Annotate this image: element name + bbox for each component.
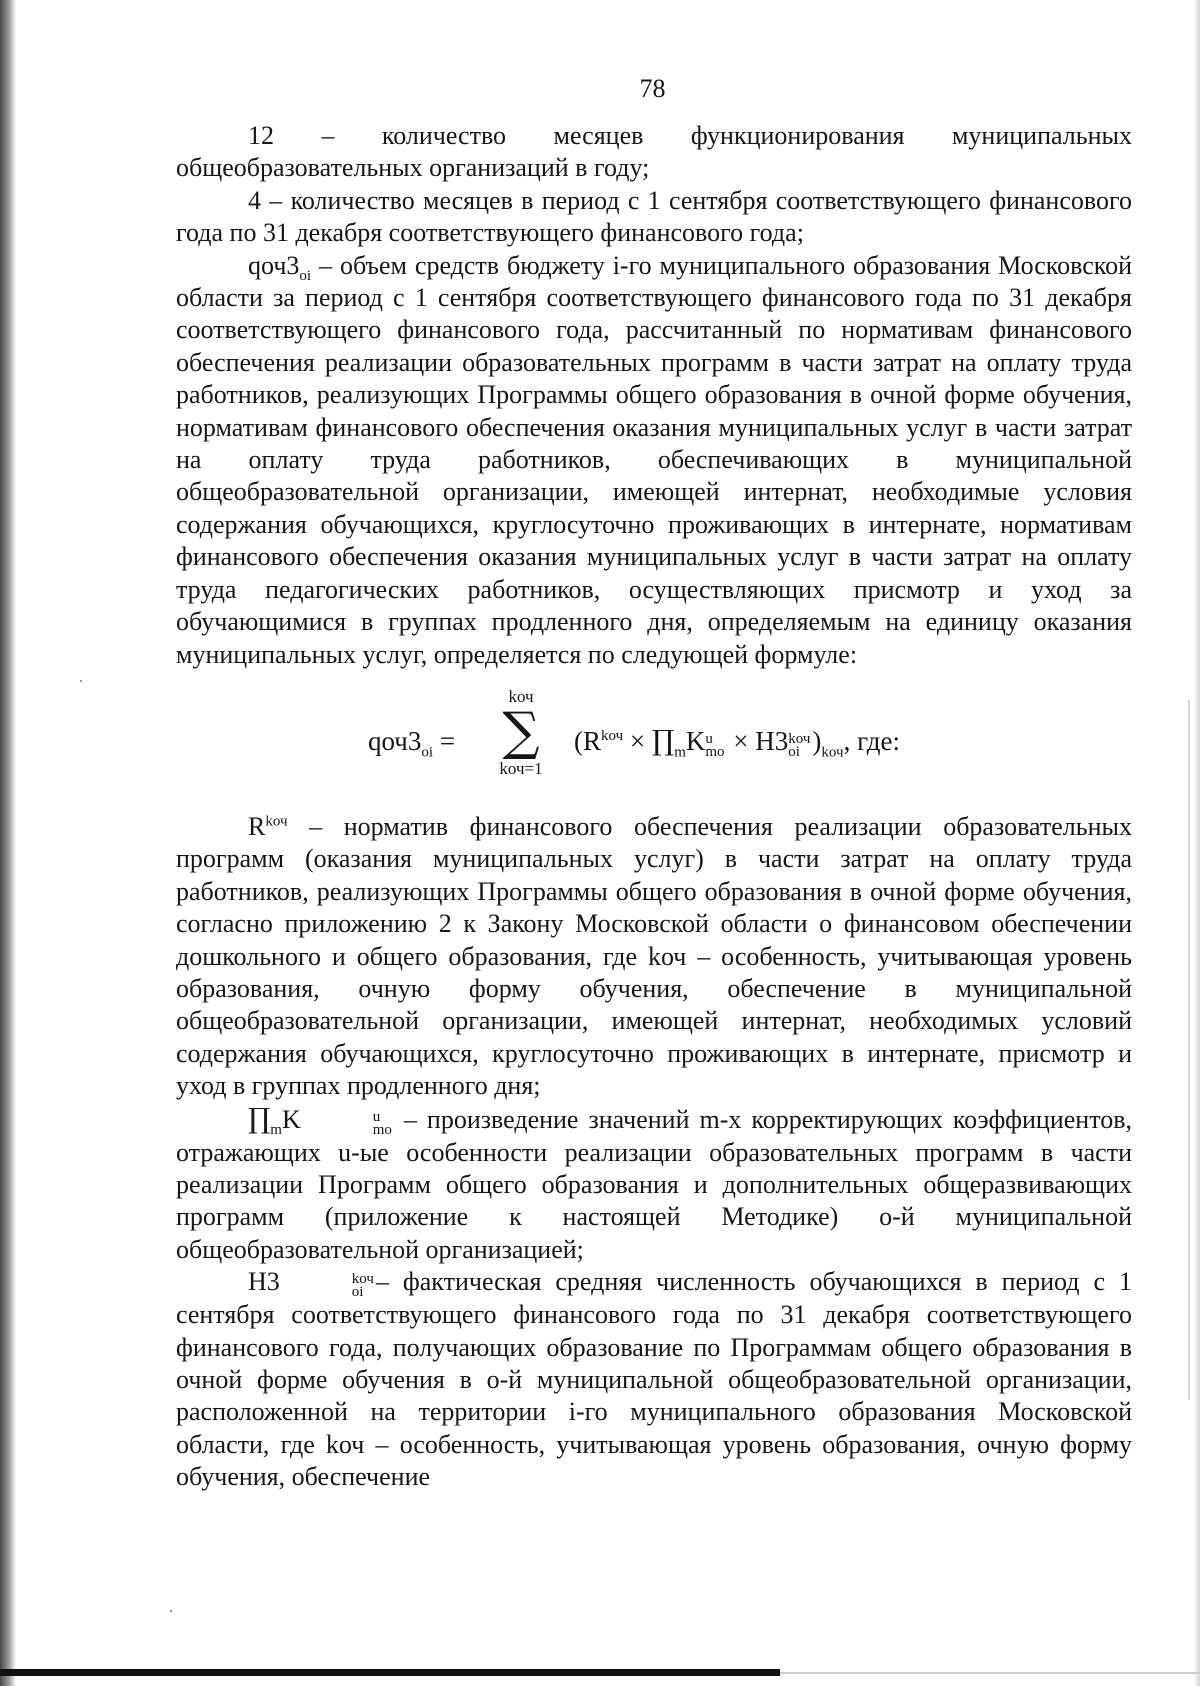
- term-subscript: mo: [372, 1121, 392, 1138]
- page-number: 78: [639, 74, 666, 103]
- paragraph-months-period: 4 – количество месяцев в период с 1 сентября соответствующего финансового года по 31 декабря соответствующего финансового года;: [176, 185, 1132, 248]
- paragraph-coefficients: [176, 1103, 1132, 1267]
- scan-speck: [80, 680, 82, 682]
- formula-r: (R: [574, 725, 601, 756]
- formula-k-superscript: u: [705, 730, 713, 747]
- formula-equals: =: [433, 725, 456, 756]
- paragraph-months-year: 12 – количество месяцев функционирования муниципальных общеобразовательных организаций в году;: [176, 121, 1132, 183]
- formula-k-scripts: [705, 730, 725, 760]
- summation: [476, 687, 566, 781]
- scan-speck: [170, 1610, 172, 1612]
- formula-lhs-subscript: oi: [421, 744, 434, 761]
- formula-n-scripts: [788, 730, 811, 760]
- sigma-symbol: ∑: [502, 701, 540, 762]
- product-symbol: ∏: [248, 1101, 271, 1135]
- term-subscript: oi: [299, 267, 312, 284]
- term-subscript: oi: [351, 1284, 364, 1301]
- paragraph-text: – фактическая средняя численность обучающихся в период с 1 сентября соответствующего финансового года по 31 декабря соответствующего финансового года, получающих образование по Программам общего образования в очной форме обучения в о-й муниципальной общеобразовательной организации, расположенной на территории i-го муниципального образования Московской области, где kоч – особенность, учитывающая уровень образования, очную форму обучения, обеспечение: [176, 1267, 1132, 1492]
- term-superscript: kоч: [351, 1271, 374, 1288]
- term-symbol: qоч3: [248, 250, 300, 280]
- product-subscript: m: [674, 744, 686, 761]
- product-subscript: m: [270, 1121, 282, 1138]
- formula-tail: , где:: [843, 725, 901, 756]
- scan-bottom-edge-tail: [780, 1672, 1200, 1674]
- formula-close: ): [812, 725, 822, 756]
- formula-n: × Н3: [726, 725, 789, 756]
- paragraph-text: – норматив финансового обеспечения реализации образовательных программ (оказания муниципальных услуг) в части затрат на оплату труда работников, реализующих Программы общего образования в очной форме обучения, согласно приложению 2 к Закону Московской области о финансовом обеспечении дошкольного и общего образования, где kоч – особенность, учитывающая уровень образования, очную форму обучения, обеспечение в муниципальной общеобразовательной организации, имеющей интернат, необходимых условий содержания обучающихся, круглосуточно проживающих в интернате, присмотр и уход в группах продленного дня;: [176, 811, 1132, 1101]
- scan-right-mark: [1188, 700, 1190, 1400]
- formula-lhs: [368, 725, 456, 761]
- term-symbol: R: [248, 811, 266, 841]
- formula-r-superscript: kоч: [601, 727, 624, 744]
- term-scripts: [280, 1273, 374, 1299]
- paragraph-text: – произведение значений m-х корректирующих коэффициентов, отражающих u-ые особенности реализации образовательных программ в части реализации Программ общего образования и дополнительных общеразвивающих программ (приложение к настоящей Методике) о-й муниципальной общеобразовательной организацией;: [176, 1104, 1132, 1264]
- body-text: [176, 120, 1132, 1494]
- term-symbol: K: [281, 1104, 301, 1134]
- formula-times: ×: [623, 725, 652, 756]
- scan-bottom-edge: [0, 1669, 780, 1676]
- formula-rhs: [574, 725, 900, 759]
- scan-left-edge: [0, 0, 16, 1686]
- formula-lhs-symbol: qоч3: [368, 725, 422, 756]
- sum-upper-limit: kоч: [508, 686, 534, 706]
- paragraph-budget-volume: [176, 250, 1132, 671]
- term-superscript: kоч: [265, 813, 288, 830]
- sum-lower-limit: kоч=1: [499, 758, 543, 778]
- formula-k-subscript: mo: [705, 743, 725, 760]
- scan-right-edge: [1194, 0, 1200, 1686]
- paragraph-text: – объем средств бюджету i-го муниципального образования Московской области за период с 1 сентября соответствующего финансового года по 31 декабря соответствующего финансового года, рассчитанный по нормативам финансового обеспечения реализации образовательных программ в части затрат на оплату труда работников, реализующих Программы общего образования в очной форме обучения, нормативам финансового обеспечения оказания муниципальных услуг в части затрат на оплату труда работников, обеспечивающих в муниципальной общеобразовательной организации, имеющей интернат, необходимые условия содержания обучающихся, круглосуточно проживающих в интернате, нормативам финансового обеспечения оказания муниципальных услуг в части затрат на оплату труда педагогических работников, осуществляющих присмотр и уход за обучающимися в группах продленного дня, определяемым на единицу оказания муниципальных услуг, определяется по следующей формуле:: [176, 250, 1132, 669]
- term-superscript: u: [372, 1108, 381, 1125]
- formula-n-subscript: oi: [788, 743, 800, 760]
- formula-k: K: [685, 725, 706, 756]
- formula-n-superscript: kоч: [788, 730, 811, 747]
- product-symbol: ∏: [651, 723, 675, 757]
- formula-close-subscript: kоч: [821, 744, 844, 761]
- paragraph-r-norm: [176, 811, 1132, 1103]
- term-symbol: Н3: [248, 1267, 280, 1297]
- term-scripts: [301, 1108, 392, 1138]
- paragraph-students-count: [176, 1266, 1132, 1493]
- formula: [176, 687, 1132, 799]
